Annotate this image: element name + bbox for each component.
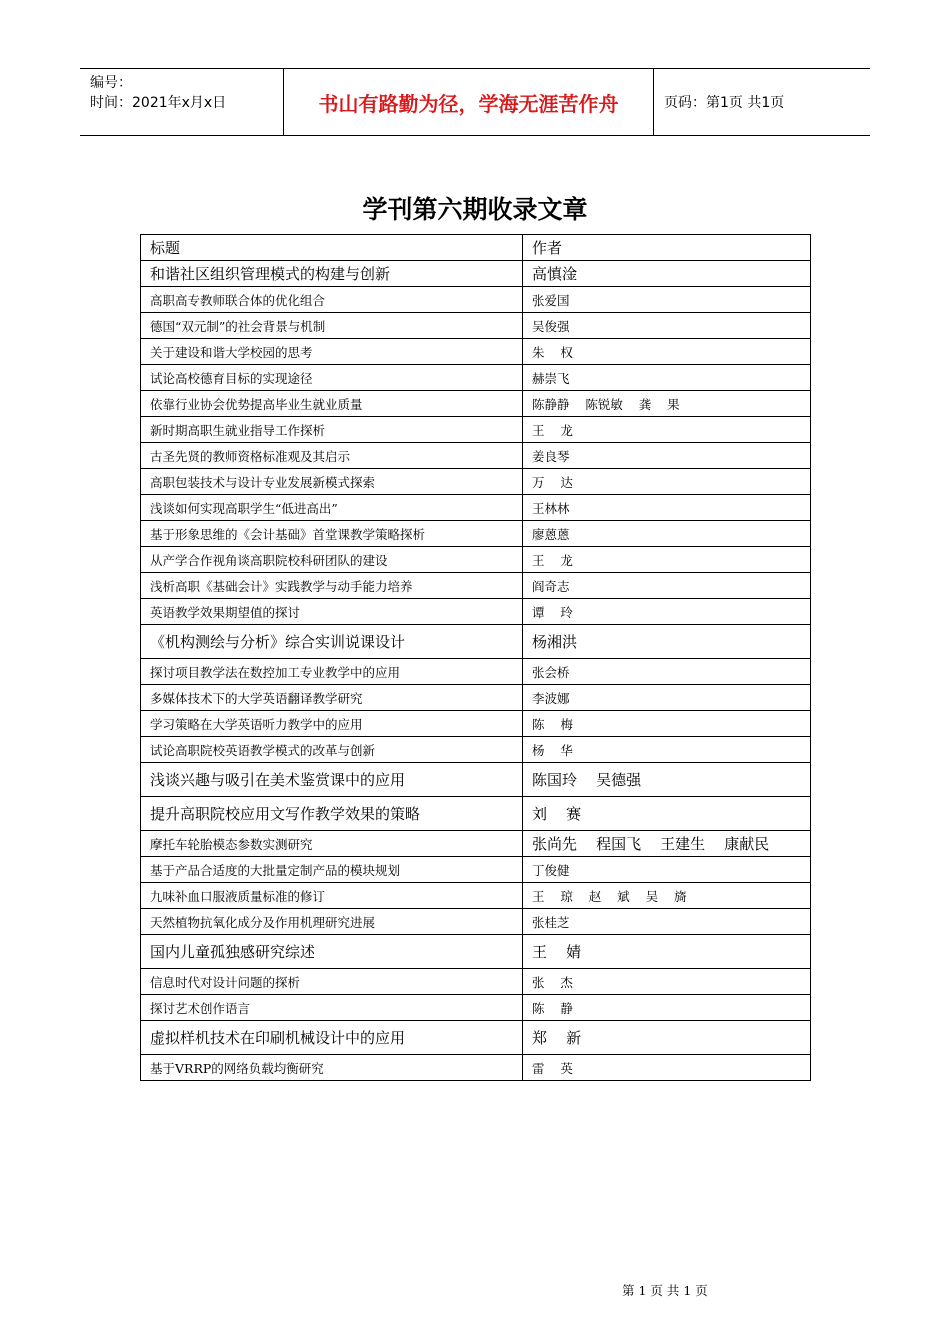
column-header-title: 标题 [141, 235, 523, 261]
table-row [141, 287, 811, 313]
article-title-cell: 基于形象思维的《会计基础》首堂课教学策略探析 [141, 521, 523, 547]
article-author-cell: 万 达 [523, 469, 811, 495]
article-table-body [141, 235, 811, 1081]
table-row [141, 935, 811, 969]
article-author-cell: 张桂芝 [523, 909, 811, 935]
article-author-cell: 王 龙 [523, 417, 811, 443]
time-label: 时间：2021年x月x日 [90, 95, 227, 111]
page-info-text: 页码：第1页 共1页 [664, 95, 785, 111]
table-row [141, 797, 811, 831]
number-label: 编号： [90, 75, 132, 91]
article-author-cell: 陈 梅 [523, 711, 811, 737]
table-row [141, 995, 811, 1021]
table-row [141, 521, 811, 547]
column-header-author: 作者 [523, 235, 811, 261]
article-title-cell: 多媒体技术下的大学英语翻译教学研究 [141, 685, 523, 711]
article-author-cell: 朱 权 [523, 339, 811, 365]
article-title-cell: 探讨艺术创作语言 [141, 995, 523, 1021]
article-title-cell: 新时期高职生就业指导工作探析 [141, 417, 523, 443]
article-author-cell: 郑 新 [523, 1021, 811, 1055]
article-title-cell: 浅谈如何实现高职学生“低进高出” [141, 495, 523, 521]
article-author-cell: 王 龙 [523, 547, 811, 573]
article-title-cell: 古圣先贤的教师资格标准观及其启示 [141, 443, 523, 469]
article-author-cell: 张 杰 [523, 969, 811, 995]
article-title-cell: 提升高职院校应用文写作教学效果的策略 [141, 797, 523, 831]
article-title-cell: 从产学合作视角谈高职院校科研团队的建设 [141, 547, 523, 573]
article-title-cell: 九味补血口服液质量标准的修订 [141, 883, 523, 909]
table-row [141, 883, 811, 909]
table-row [141, 391, 811, 417]
article-title-cell: 国内儿童孤独感研究综述 [141, 935, 523, 969]
article-title-cell: 试论高职院校英语教学模式的改革与创新 [141, 737, 523, 763]
document-title: 学刊第六期收录文章 [362, 195, 588, 224]
article-author-cell: 陈 静 [523, 995, 811, 1021]
article-author-cell: 谭 玲 [523, 599, 811, 625]
table-row [141, 685, 811, 711]
article-title-cell: 探讨项目教学法在数控加工专业教学中的应用 [141, 659, 523, 685]
table-row [141, 625, 811, 659]
article-title-cell: 学习策略在大学英语听力教学中的应用 [141, 711, 523, 737]
table-row [141, 1055, 811, 1081]
table-row [141, 443, 811, 469]
table-row [141, 763, 811, 797]
article-title-cell: 德国“双元制”的社会背景与机制 [141, 313, 523, 339]
article-title-cell: 高职高专教师联合体的优化组合 [141, 287, 523, 313]
article-author-cell: 王 琼 赵 斌 吴 旖 [523, 883, 811, 909]
header-page-info [654, 69, 870, 135]
article-author-cell: 廖蒽蒽 [523, 521, 811, 547]
article-title-cell: 基于VRRP的网络负载均衡研究 [141, 1055, 523, 1081]
page-header [80, 68, 870, 136]
table-row [141, 339, 811, 365]
article-author-cell: 张爱国 [523, 287, 811, 313]
article-author-cell: 杨 华 [523, 737, 811, 763]
article-title-cell: 浅谈兴趣与吸引在美术鉴赏课中的应用 [141, 763, 523, 797]
article-title-cell: 关于建设和谐大学校园的思考 [141, 339, 523, 365]
header-motto [284, 69, 654, 135]
table-header-row [141, 235, 811, 261]
table-row [141, 495, 811, 521]
table-row [141, 857, 811, 883]
table-row [141, 313, 811, 339]
table-row [141, 573, 811, 599]
table-row [141, 599, 811, 625]
article-title-cell: 英语教学效果期望值的探讨 [141, 599, 523, 625]
article-title-cell: 高职包装技术与设计专业发展新模式探索 [141, 469, 523, 495]
table-row [141, 469, 811, 495]
article-author-cell: 杨湘洪 [523, 625, 811, 659]
header-meta [80, 69, 284, 135]
article-author-cell: 姜良琴 [523, 443, 811, 469]
motto-text: 书山有路勤为径，学海无涯苦作舟 [318, 91, 619, 116]
article-author-cell: 高慎淦 [523, 261, 811, 287]
article-title-cell: 试论高校德育目标的实现途径 [141, 365, 523, 391]
article-title-cell: 浅析高职《基础会计》实践教学与动手能力培养 [141, 573, 523, 599]
article-author-cell: 阎奇志 [523, 573, 811, 599]
article-author-cell: 李波娜 [523, 685, 811, 711]
article-title-cell: 《机构测绘与分析》综合实训说课设计 [141, 625, 523, 659]
table-row [141, 969, 811, 995]
article-author-cell: 丁俊健 [523, 857, 811, 883]
article-author-cell: 赫崇飞 [523, 365, 811, 391]
table-row [141, 909, 811, 935]
article-author-cell: 陈静静 陈锐敏 龚 果 [523, 391, 811, 417]
article-author-cell: 张会桥 [523, 659, 811, 685]
article-author-cell: 张尚先 程国飞 王建生 康献民 [523, 831, 811, 857]
article-title-cell: 虚拟样机技术在印刷机械设计中的应用 [141, 1021, 523, 1055]
article-author-cell: 王林林 [523, 495, 811, 521]
article-title-cell: 依靠行业协会优势提高毕业生就业质量 [141, 391, 523, 417]
table-row [141, 365, 811, 391]
page-footer: 第 1 页 共 1 页 [622, 1283, 708, 1298]
article-title-cell: 天然植物抗氧化成分及作用机理研究进展 [141, 909, 523, 935]
article-author-cell: 陈国玲 吴德强 [523, 763, 811, 797]
article-author-cell: 刘 赛 [523, 797, 811, 831]
article-author-cell: 吴俊强 [523, 313, 811, 339]
table-row [141, 547, 811, 573]
table-row [141, 1021, 811, 1055]
article-title-cell: 和谐社区组织管理模式的构建与创新 [141, 261, 523, 287]
article-title-cell: 摩托车轮胎模态参数实测研究 [141, 831, 523, 857]
article-title-cell: 信息时代对设计问题的探析 [141, 969, 523, 995]
table-row [141, 659, 811, 685]
article-author-cell: 雷 英 [523, 1055, 811, 1081]
table-row [141, 737, 811, 763]
table-row [141, 831, 811, 857]
article-author-cell: 王 婧 [523, 935, 811, 969]
table-row [141, 417, 811, 443]
table-row [141, 261, 811, 287]
article-table [140, 234, 811, 1081]
article-title-cell: 基于产品合适度的大批量定制产品的模块规划 [141, 857, 523, 883]
table-row [141, 711, 811, 737]
